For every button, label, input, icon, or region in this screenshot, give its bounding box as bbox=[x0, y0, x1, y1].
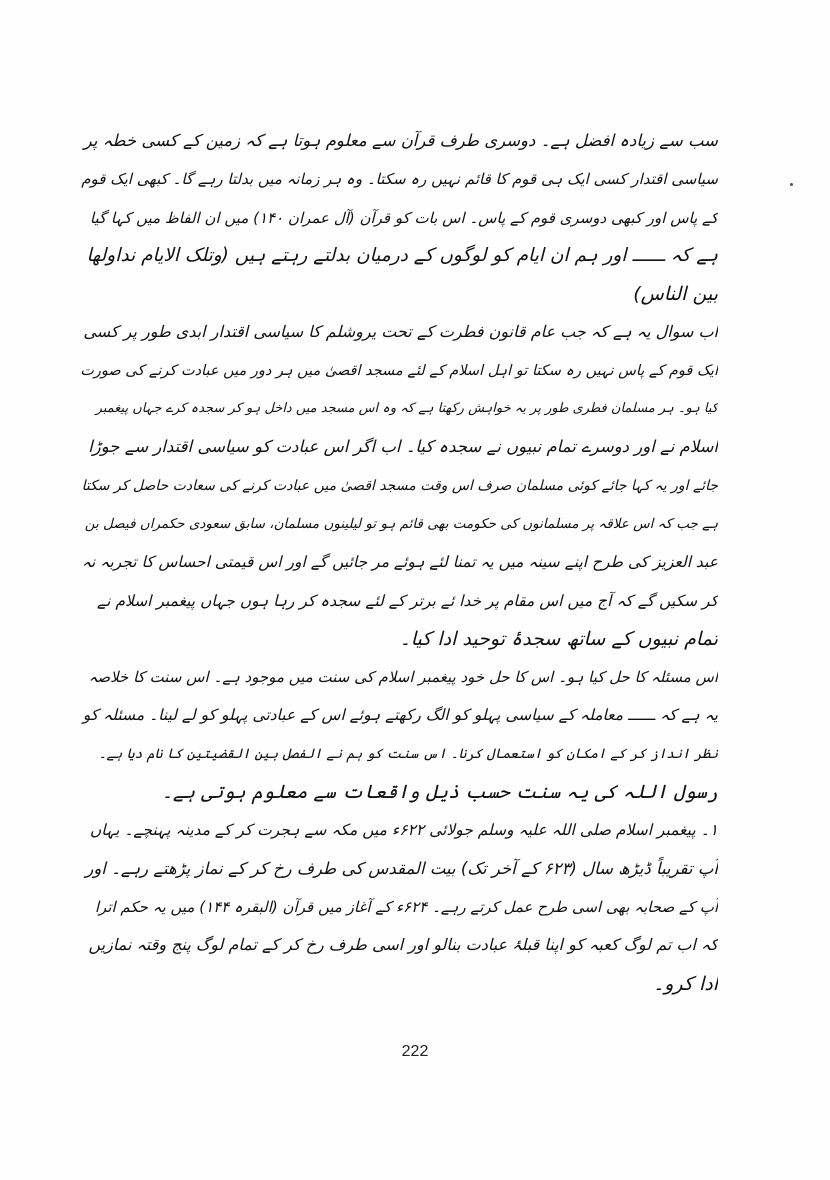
text-line: کہ اب تم لوگ کعبہ کو اپنا قبلۂ عبادت بنالو اور اسی طرف رخ کر کے تمام لوگ پنج وقتہ نمازیں bbox=[88, 935, 718, 955]
text-line: عبد العزیز کی طرح اپنے سینہ میں یہ تمنا لئے ہوئے مر جائیں گے اور اس قیمتی احساس کا تجربہ نہ bbox=[81, 553, 718, 572]
text-line: کیا ہو۔ ہر مسلمان فطری طور پر یہ خواہش رکھتا ہے کہ وہ اس مسجد میں داخل ہو کر سجدہ کرے جہاں پیغمبر bbox=[95, 401, 718, 417]
margin-speck bbox=[790, 183, 793, 186]
text-line: یہ ہے کہ ــــــ معاملہ کے سیاسی پہلو کو الگ رکھتے ہوئے اس کے عبادتی پہلو کو لے لینا۔ مسئلہ کو bbox=[82, 706, 718, 725]
text-line: سیاسی اقتدار کسی ایک ہی قوم کا قائم نہیں رہ سکتا۔ وہ ہر زمانہ میں بدلتا رہے گا۔ کبھی ایک قوم bbox=[81, 170, 718, 189]
text-line: جائے اور یہ کہا جائے کوئی مسلمان صرف اس وقت مسجد اقصیٰ میں عبادت کرنے کی سعادت حاصل کر سکتا bbox=[81, 477, 718, 494]
text-line: سب سے زیادہ افضل ہے۔ دوسری طرف قرآن سے معلوم ہوتا ہے کہ زمین کے کسی خطہ پر bbox=[83, 131, 718, 150]
text-line: نظر انداز کر کے امکان کو استعمال کرنا۔ اس سنت کو ہم نے الفصل بین القضیتین کا نام دیا ہے۔ bbox=[98, 745, 718, 762]
text-line: ہے جب کہ اس علاقہ پر مسلمانوں کی حکومت بھی قائم ہو تو لیلینوں مسلمان، سابق سعودی حکمراں فیصل بن bbox=[84, 515, 718, 532]
text-line: آپ کے صحابہ بھی اسی طرح عمل کرتے رہے۔ ۶۲۴ء کے آغاز میں قرآن (البقرہ ۱۴۴) میں یہ حکم اترا bbox=[94, 897, 718, 916]
text-line: اس مسئلہ کا حل کیا ہو۔ اس کا حل خود پیغمبر اسلام کی سنت میں موجود ہے۔ اس سنت کا خلاصہ bbox=[88, 668, 718, 687]
text-line: ۱۔ پیغمبر اسلام صلی اللہ علیہ وسلم جولائی ۶۲۲ء میں مکہ سے ہجرت کر کے مدینہ پہنچے۔ یہاں bbox=[89, 821, 718, 840]
text-line: کر سکیں گے کہ آج میں اس مقام پر خدا ئے برتر کے لئے سجدہ کر رہا ہوں جہاں پیغمبر اسلام نے bbox=[97, 591, 718, 610]
text-line: ادا کرو۔ bbox=[653, 972, 718, 995]
text-line: بین الناس) bbox=[633, 283, 718, 306]
page-number: 222 bbox=[401, 1043, 429, 1060]
text-line: اب سوال یہ ہے کہ جب عام قانون فطرت کے تحت یروشلم کا سیاسی اقتدار ابدی طور پر کسی bbox=[83, 322, 718, 342]
text-line: کے پاس اور کبھی دوسری قوم کے پاس۔ اس بات کو قرآن (آل عمران ۱۴۰) میں ان الفاظ میں کہا گیا bbox=[89, 208, 718, 227]
text-line: ہے کہ ــــــ اور ہم ان ایام کو لوگوں کے درمیان بدلتے رہتے ہیں (وتلک الایام نداولها bbox=[86, 244, 718, 266]
text-line: ایک قوم کے پاس نہیں رہ سکتا تو اہل اسلام کے لئے مسجد اقصیٰ میں ہر دور میں عبادت کرنے کی صورت bbox=[80, 362, 718, 379]
text-line: اسلام نے اور دوسرے تمام نبیوں نے سجدہ کیا۔ اب اگر اس عبادت کو سیاسی اقتدار سے جوڑا bbox=[88, 437, 718, 457]
text-line: رسول اللہ کی یہ سنت حسب ذیل واقعات سے معلوم ہوتی ہے۔ bbox=[161, 781, 718, 804]
body-text bbox=[78, 122, 718, 1003]
text-line: آپ تقریباً ڈیڑھ سال (۶۲۳ کے آخر تک) بیت المقدس کی طرف رخ کر کے نماز پڑھتے رہے۔ اور bbox=[85, 858, 718, 878]
text-line: تمام نبیوں کے ساتھ سجدۂ توحید ادا کیا۔ bbox=[399, 627, 718, 650]
